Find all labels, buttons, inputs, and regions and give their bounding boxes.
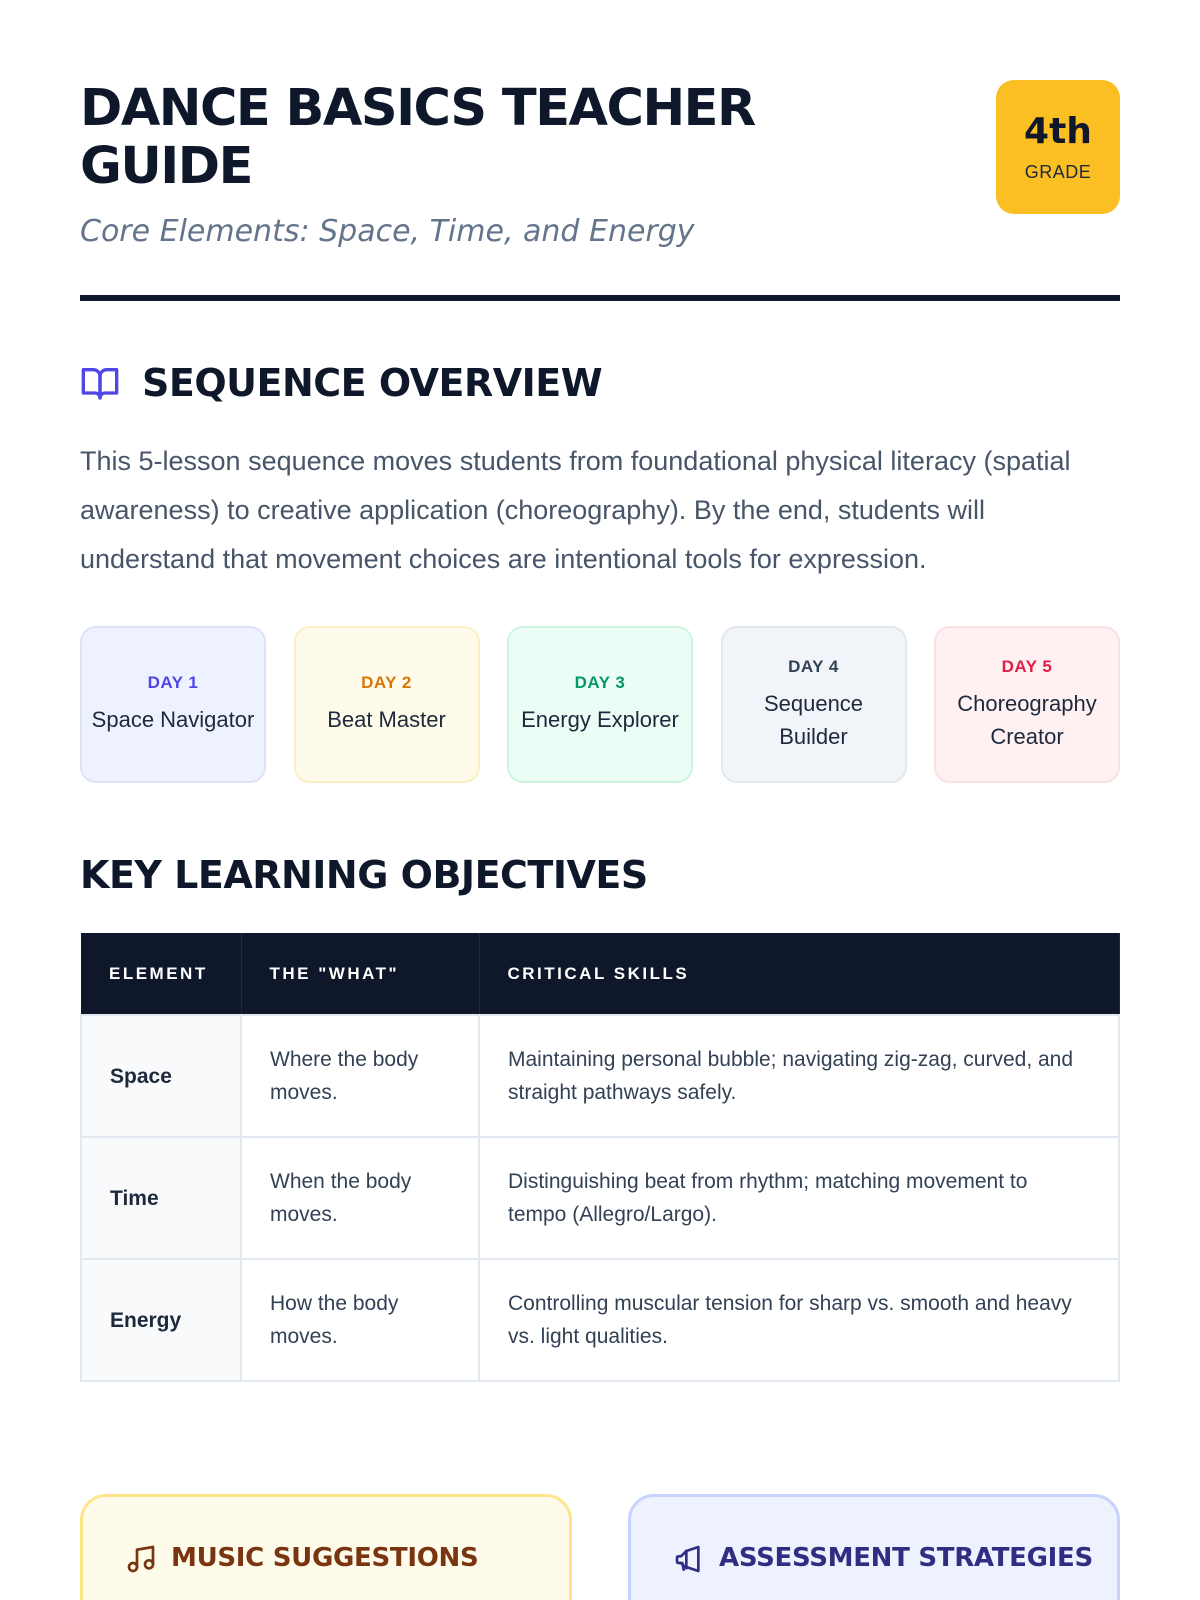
book-open-icon	[80, 363, 120, 403]
music-suggestions-panel	[80, 1494, 572, 1600]
day-title: Beat Master	[327, 707, 446, 732]
day-title: Energy Explorer	[521, 707, 679, 732]
day-card	[721, 626, 907, 783]
table-header-row	[81, 933, 1119, 1015]
what-cell: How the body moves.	[241, 1259, 479, 1381]
grade-label: GRADE	[1024, 161, 1092, 182]
day-card	[294, 626, 480, 783]
music-note-icon	[125, 1543, 157, 1575]
element-cell: Space	[81, 1015, 241, 1137]
page-title: DANCE BASICS TEACHER GUIDE	[80, 79, 755, 196]
day-cards	[80, 626, 1120, 783]
day-label: DAY 3	[574, 673, 626, 692]
assessment-strategies-title: ASSESSMENT STRATEGIES	[719, 1543, 1093, 1573]
bottom-panels	[80, 1494, 1120, 1600]
day-card	[934, 626, 1120, 783]
music-suggestions-title: MUSIC SUGGESTIONS	[171, 1543, 479, 1573]
objectives-heading: KEY LEARNING OBJECTIVES	[80, 853, 648, 897]
skills-cell: Distinguishing beat from rhythm; matching movement to tempo (Allegro/Largo).	[479, 1137, 1119, 1259]
column-header: ELEMENT	[81, 933, 241, 1015]
overview-text: This 5-lesson sequence moves students from foundational physical literacy (spatial awareness) to creative application (choreography). By the end, students will understand that movement choices are intentional tools for expression.	[80, 446, 1071, 574]
page-subtitle: Core Elements: Space, Time, and Energy	[80, 214, 695, 249]
day-card	[80, 626, 266, 783]
what-cell: Where the body moves.	[241, 1015, 479, 1137]
table-row	[81, 1259, 1119, 1381]
skills-cell: Controlling muscular tension for sharp vs. smooth and heavy vs. light qualities.	[479, 1259, 1119, 1381]
table-row	[81, 1137, 1119, 1259]
overview-heading-row	[80, 361, 1120, 405]
overview-heading: SEQUENCE OVERVIEW	[142, 361, 603, 405]
element-cell: Energy	[81, 1259, 241, 1381]
column-header: CRITICAL SKILLS	[479, 933, 1119, 1015]
day-label: DAY 5	[1001, 656, 1053, 676]
day-card	[507, 626, 693, 783]
day-title: Choreography Creator	[957, 690, 1097, 749]
title-block	[80, 80, 880, 249]
day-title: Sequence Builder	[763, 690, 864, 749]
megaphone-icon	[673, 1543, 705, 1575]
grade-number: 4th	[1024, 110, 1092, 152]
objectives-table	[80, 933, 1120, 1382]
element-cell: Time	[81, 1137, 241, 1259]
day-label: DAY 1	[147, 673, 199, 692]
day-label: DAY 4	[788, 656, 839, 676]
day-title: Space Navigator	[91, 707, 255, 732]
header-divider	[80, 295, 1120, 301]
column-header: THE "WHAT"	[241, 933, 479, 1015]
grade-badge	[996, 80, 1120, 214]
table-row	[81, 1015, 1119, 1137]
assessment-strategies-panel	[628, 1494, 1120, 1600]
header	[80, 80, 1120, 249]
day-label: DAY 2	[361, 673, 412, 692]
what-cell: When the body moves.	[241, 1137, 479, 1259]
skills-cell: Maintaining personal bubble; navigating zig-zag, curved, and straight pathways safely.	[479, 1015, 1119, 1137]
